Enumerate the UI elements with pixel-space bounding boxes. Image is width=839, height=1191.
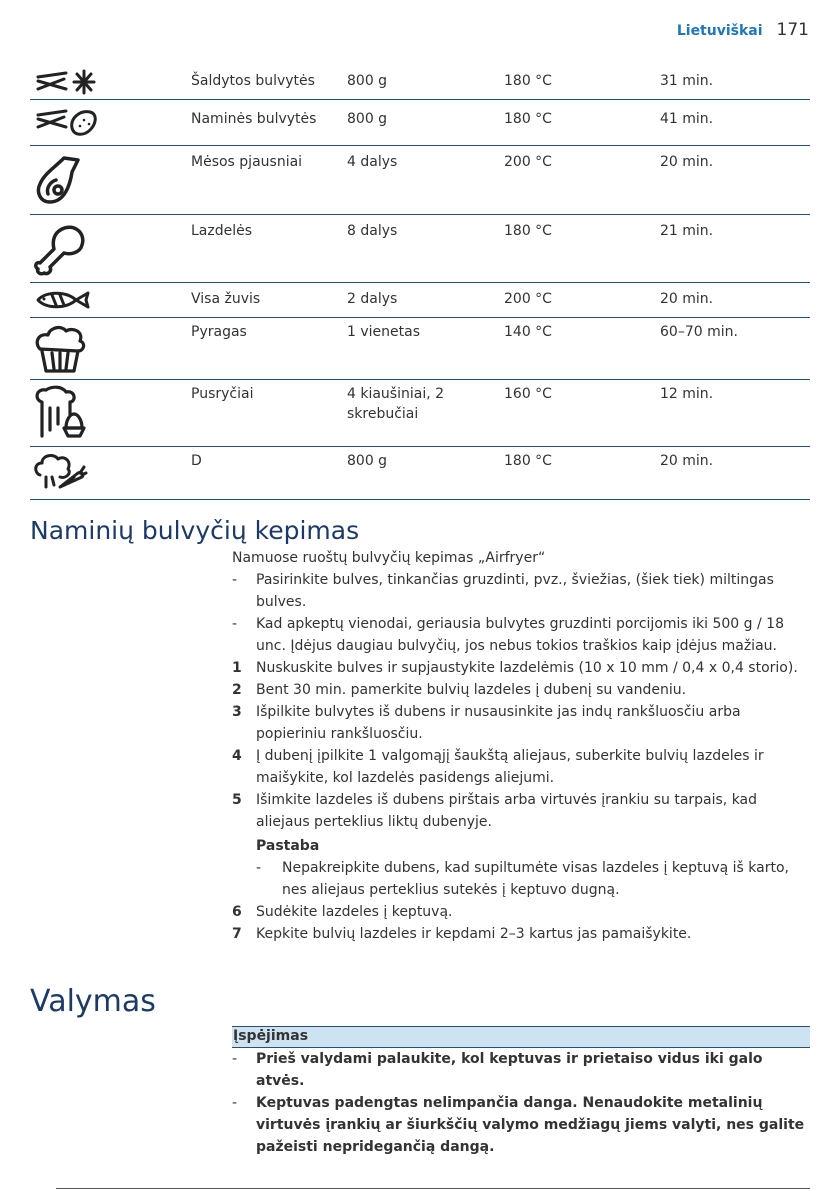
amount: 800 g — [347, 73, 388, 89]
bullet-marker: - — [232, 572, 238, 588]
warning-list — [232, 1048, 812, 1158]
table-row — [30, 146, 810, 215]
temperature: 180 °C — [504, 223, 552, 239]
table-row — [30, 380, 810, 447]
warning-title: Įspėjimas — [233, 1028, 309, 1044]
step-text: Kepkite bulvių lazdeles ir kepdami 2–3 kartus jas pamaišykite. — [256, 926, 692, 942]
step-number: 2 — [232, 682, 242, 698]
cook-time: 20 min. — [660, 154, 714, 170]
list-item — [232, 679, 812, 701]
page-number: 171 — [776, 20, 809, 40]
bullet-marker: - — [232, 1095, 238, 1111]
step-number: 4 — [232, 748, 242, 764]
cook-time: 60–70 min. — [660, 324, 738, 340]
cook-time: 20 min. — [660, 453, 714, 469]
warning-text: Keptuvas padengtas nelimpančia danga. Nenaudokite metalinių virtuvės įrankių ar šiurkščių valymo medžiagų jiems valyti, nes galite pažeisti nepridegančią dangą. — [256, 1095, 805, 1155]
food-name: Pusryčiai — [191, 386, 254, 402]
table-row — [30, 62, 810, 100]
list-item — [232, 901, 812, 923]
temperature: 180 °C — [504, 73, 552, 89]
step-text: Sudėkite lazdeles į keptuvą. — [256, 904, 453, 920]
footer-divider — [56, 1188, 810, 1189]
warning-text: Prieš valydami palaukite, kol keptuvas ir prietaiso vidus iki galo atvės. — [256, 1051, 763, 1089]
list-item — [232, 1048, 812, 1092]
temperature: 180 °C — [504, 111, 552, 127]
intro-text: Namuose ruoštų bulvyčių kepimas „Airfryer“ — [232, 550, 546, 566]
amount: 8 dalys — [347, 223, 398, 239]
cook-time: 31 min. — [660, 73, 714, 89]
note-item — [232, 857, 812, 901]
step-number: 6 — [232, 904, 242, 920]
list-item — [232, 569, 812, 613]
amount: 800 g — [347, 111, 388, 127]
temperature: 200 °C — [504, 291, 552, 307]
step-number: 1 — [232, 660, 242, 676]
temperature: 180 °C — [504, 453, 552, 469]
step-text: Nuskuskite bulves ir supjaustykite lazdelėmis (10 x 10 mm / 0,4 x 0,4 storio). — [256, 660, 798, 676]
food-name: D — [191, 453, 202, 469]
list-item — [232, 1092, 812, 1158]
temperature: 160 °C — [504, 386, 552, 402]
cook-time: 41 min. — [660, 111, 714, 127]
table-row — [30, 447, 810, 500]
language-label: Lietuviškai — [676, 23, 763, 39]
step-number: 7 — [232, 926, 242, 942]
food-name: Šaldytos bulvytės — [191, 73, 315, 89]
amount: 4 kiaušiniai, 2 skrebučiai — [347, 386, 445, 422]
amount: 800 g — [347, 453, 388, 469]
warning-header — [232, 1026, 810, 1048]
bullet-text: Pasirinkite bulves, tinkančias gruzdinti, pvz., šviežias, (šiek tiek) miltingas bulves. — [256, 572, 774, 610]
cook-time: 21 min. — [660, 223, 714, 239]
section-title-fries: Naminių bulvyčių kepimas — [30, 516, 360, 545]
list-item — [232, 789, 812, 833]
list-item — [232, 657, 812, 679]
bullet-text: Kad apkeptų vienodai, geriausia bulvytes gruzdinti porcijomis iki 500 g / 18 unc. Įdėjus daugiau bulvyčių, jos nebus tokios traškios kaip įdėjus mažiau. — [256, 616, 784, 654]
bullet-marker: - — [232, 1051, 238, 1067]
list-item — [232, 745, 812, 789]
cooking-table — [30, 62, 810, 500]
step-text: Išpilkite bulvytes iš dubens ir nusausinkite jas indų rankšluosčiu arba popieriniu rankšluosčiu. — [256, 704, 741, 742]
temperature: 200 °C — [504, 154, 552, 170]
bullet-marker: - — [256, 860, 262, 876]
table-row — [30, 318, 810, 380]
step-text: Bent 30 min. pamerkite bulvių lazdeles į dubenį su vandeniu. — [256, 682, 687, 698]
amount: 1 vienetas — [347, 324, 420, 340]
table-row — [30, 100, 810, 146]
page-header — [677, 20, 809, 40]
cook-time: 20 min. — [660, 291, 714, 307]
food-name: Naminės bulvytės — [191, 111, 317, 127]
note-text: Nepakreipkite dubens, kad supiltumėte visas lazdeles į keptuvą iš karto, nes aliejaus perteklius sutekės į keptuvo dugną. — [282, 860, 789, 898]
table-row — [30, 283, 810, 318]
step-text: Išimkite lazdeles iš dubens pirštais arba virtuvės įrankiu su tarpais, kad aliejaus perteklius liktų dubenyje. — [256, 792, 758, 830]
cook-time: 12 min. — [660, 386, 714, 402]
note-title: Pastaba — [256, 838, 320, 854]
food-name: Mėsos pjausniai — [191, 154, 303, 170]
temperature: 140 °C — [504, 324, 552, 340]
step-number: 3 — [232, 704, 242, 720]
list-item — [232, 613, 812, 657]
amount: 4 dalys — [347, 154, 398, 170]
bullet-marker: - — [232, 616, 238, 632]
step-number: 5 — [232, 792, 242, 808]
section-title-cleaning: Valymas — [30, 984, 156, 1019]
table-row — [30, 215, 810, 283]
step-text: Į dubenį įpilkite 1 valgomąjį šaukštą aliejaus, suberkite bulvių lazdeles ir maišykite, kol lazdelės pasidengs aliejumi. — [256, 748, 764, 786]
food-name: Visa žuvis — [191, 291, 261, 307]
food-name: Pyragas — [191, 324, 247, 340]
food-name: Lazdelės — [191, 223, 253, 239]
fries-instructions — [232, 547, 812, 945]
list-item — [232, 923, 812, 945]
amount: 2 dalys — [347, 291, 398, 307]
list-item — [232, 701, 812, 745]
